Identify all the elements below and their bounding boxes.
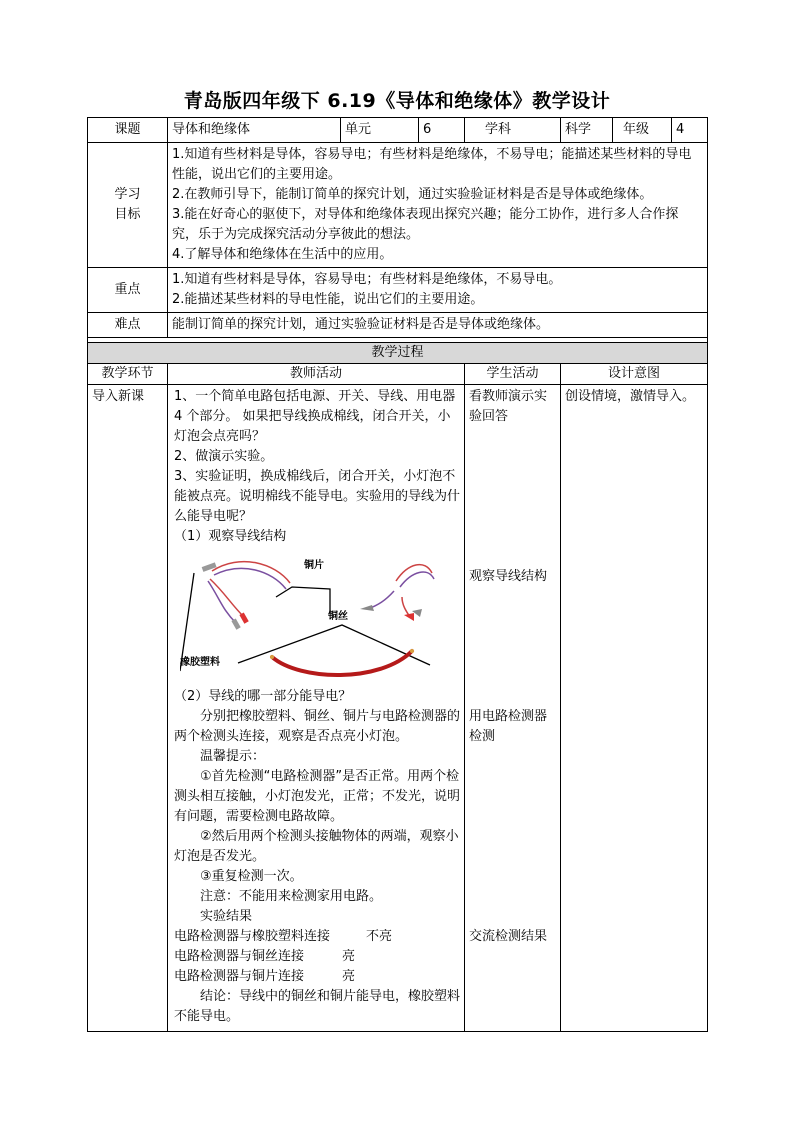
red-wire [272,651,412,675]
wire-structure-diagram [180,553,450,683]
difficulty-label: 难点 [88,313,168,338]
result-value: 亮 [342,949,356,964]
teacher-paragraph: ②然后用两个检测头接触物体的两端，观察小灯泡是否发光。 [174,829,459,864]
result-line [174,947,460,967]
column-header-student: 学生活动 [465,364,561,385]
teacher-paragraph: （2）导线的哪一部分能导电？ [174,689,352,704]
teacher-paragraph: （1）观察导线结构 [174,529,287,544]
student-activity: 看教师演示实验回答 [469,389,548,424]
conclusion: 结论：导线中的铜丝和铜片能导电，橡胶塑料不能导电。 [174,989,461,1024]
purple-lead [214,568,286,589]
process-content-row [88,385,708,1032]
student-activity: 用电路检测器检测 [469,709,548,744]
design-intent-cell: 创设情境，激情导入。 [561,385,708,1032]
purple-lead-3 [400,572,434,587]
column-header-intent: 设计意图 [561,364,708,385]
student-activity-cell [465,385,561,1032]
lesson-plan-table [87,117,708,1032]
objectives-label [88,143,168,268]
result-line [174,967,460,987]
teacher-paragraph: 分别把橡胶塑料、铜丝、铜片与电路检测器的两个检测头连接，观察是否点亮小灯泡。 [174,709,461,744]
student-activity: 观察导线结构 [469,569,548,584]
teacher-paragraph: 2、做演示实验。 [174,449,274,464]
label-rubber: 橡胶塑料 [180,657,220,668]
result-item: 电路检测器与橡胶塑料连接 [174,929,331,944]
teacher-paragraph: ③重复检测一次。 [200,869,303,884]
clip-icon [404,613,414,621]
objective-item: 4.了解导体和绝缘体在生活中的应用。 [172,247,393,262]
unit-label: 单元 [341,118,419,143]
teacher-paragraph: 实验结果 [200,909,253,924]
pointer-line-sheet [276,587,330,613]
teacher-paragraph: ①首先检测“电路检测器”是否正常。用两个检测头相互接触，小灯泡发光，正常；不发光，说明有问题，需要检测电路故障。 [174,769,461,824]
grade-label: 年级 [613,118,672,142]
objectives-label-line1: 学习 [114,187,141,202]
process-columns-row [88,364,708,385]
key-points-label: 重点 [88,268,168,313]
result-item: 电路检测器与铜丝连接 [174,949,305,964]
result-value: 不亮 [366,929,393,944]
topic-label: 课题 [88,118,168,143]
teacher-paragraph: 1、一个简单电路包括电源、开关、导线、用电器 4 个部分。 如果把导线换成棉线，闭合开关，小灯泡会点亮吗？ [174,389,456,444]
copper-tip-icon [270,655,274,659]
copper-tip-icon [410,649,414,653]
difficulty-row [88,313,708,338]
process-header-row [88,343,708,364]
wire-structure-illustration [180,553,450,683]
objectives-label-line2: 目标 [114,207,141,222]
page-title: 青岛版四年级下 6.19《导体和绝缘体》教学设计 [183,90,611,112]
difficulty-content: 能制订简单的探究计划，通过实验验证材料是否是导体或绝缘体。 [168,313,708,338]
grade-cell [613,118,708,143]
objectives-content [168,143,708,268]
key-points-content [168,268,708,313]
objective-item: 3.能在好奇心的驱使下，对导体和绝缘体表现出探究兴趣；能分工协作，进行多人合作探究，乐于为完成探究活动分享彼此的想法。 [172,207,679,242]
teacher-activity-cell [168,385,465,1032]
topic-value: 导体和绝缘体 [168,118,341,143]
key-points-row [88,268,708,313]
grade-value: 4 [676,122,685,137]
stage-cell: 导入新课 [88,385,168,1032]
purple-lead-2 [208,581,236,623]
subject-value: 科学 [561,118,613,143]
subject-label: 学科 [465,118,561,143]
teacher-paragraph: 注意：不能用来检测家用电路。 [200,889,383,904]
process-header: 教学过程 [88,343,708,364]
student-activity: 交流检测结果 [469,929,548,944]
result-line [174,927,460,947]
result-item: 电路检测器与铜片连接 [174,969,305,984]
red-lead [212,562,290,583]
red-lead-4 [402,597,410,617]
objective-item: 2.在教师引导下，能制订简单的探究计划，通过实验验证材料是否是导体或绝缘体。 [172,187,653,202]
unit-value: 6 [419,118,465,143]
key-point-item: 2.能描述某些材料的导电性能，说出它们的主要用途。 [172,292,484,307]
label-copper-sheet: 铜片 [304,560,324,571]
teacher-paragraph: 3、实验证明，换成棉线后，闭合开关，小灯泡不能被点亮。说明棉线不能导电。实验用的导线为什么能导电呢？ [174,469,461,524]
key-point-item: 1.知道有些材料是导体，容易导电；有些材料是绝缘体，不易导电。 [172,272,562,287]
objectives-row [88,143,708,268]
label-copper-wire: 铜丝 [328,611,348,622]
info-row [88,118,708,143]
result-value: 亮 [342,969,356,984]
column-header-teacher: 教师活动 [168,364,465,385]
column-header-stage: 教学环节 [88,364,168,385]
teacher-paragraph: 温馨提示： [200,749,266,764]
objective-item: 1.知道有些材料是导体，容易导电；有些材料是绝缘体，不易导电；能描述某些材料的导电性能，说出它们的主要用途。 [172,147,692,182]
clip-icon [360,605,374,611]
